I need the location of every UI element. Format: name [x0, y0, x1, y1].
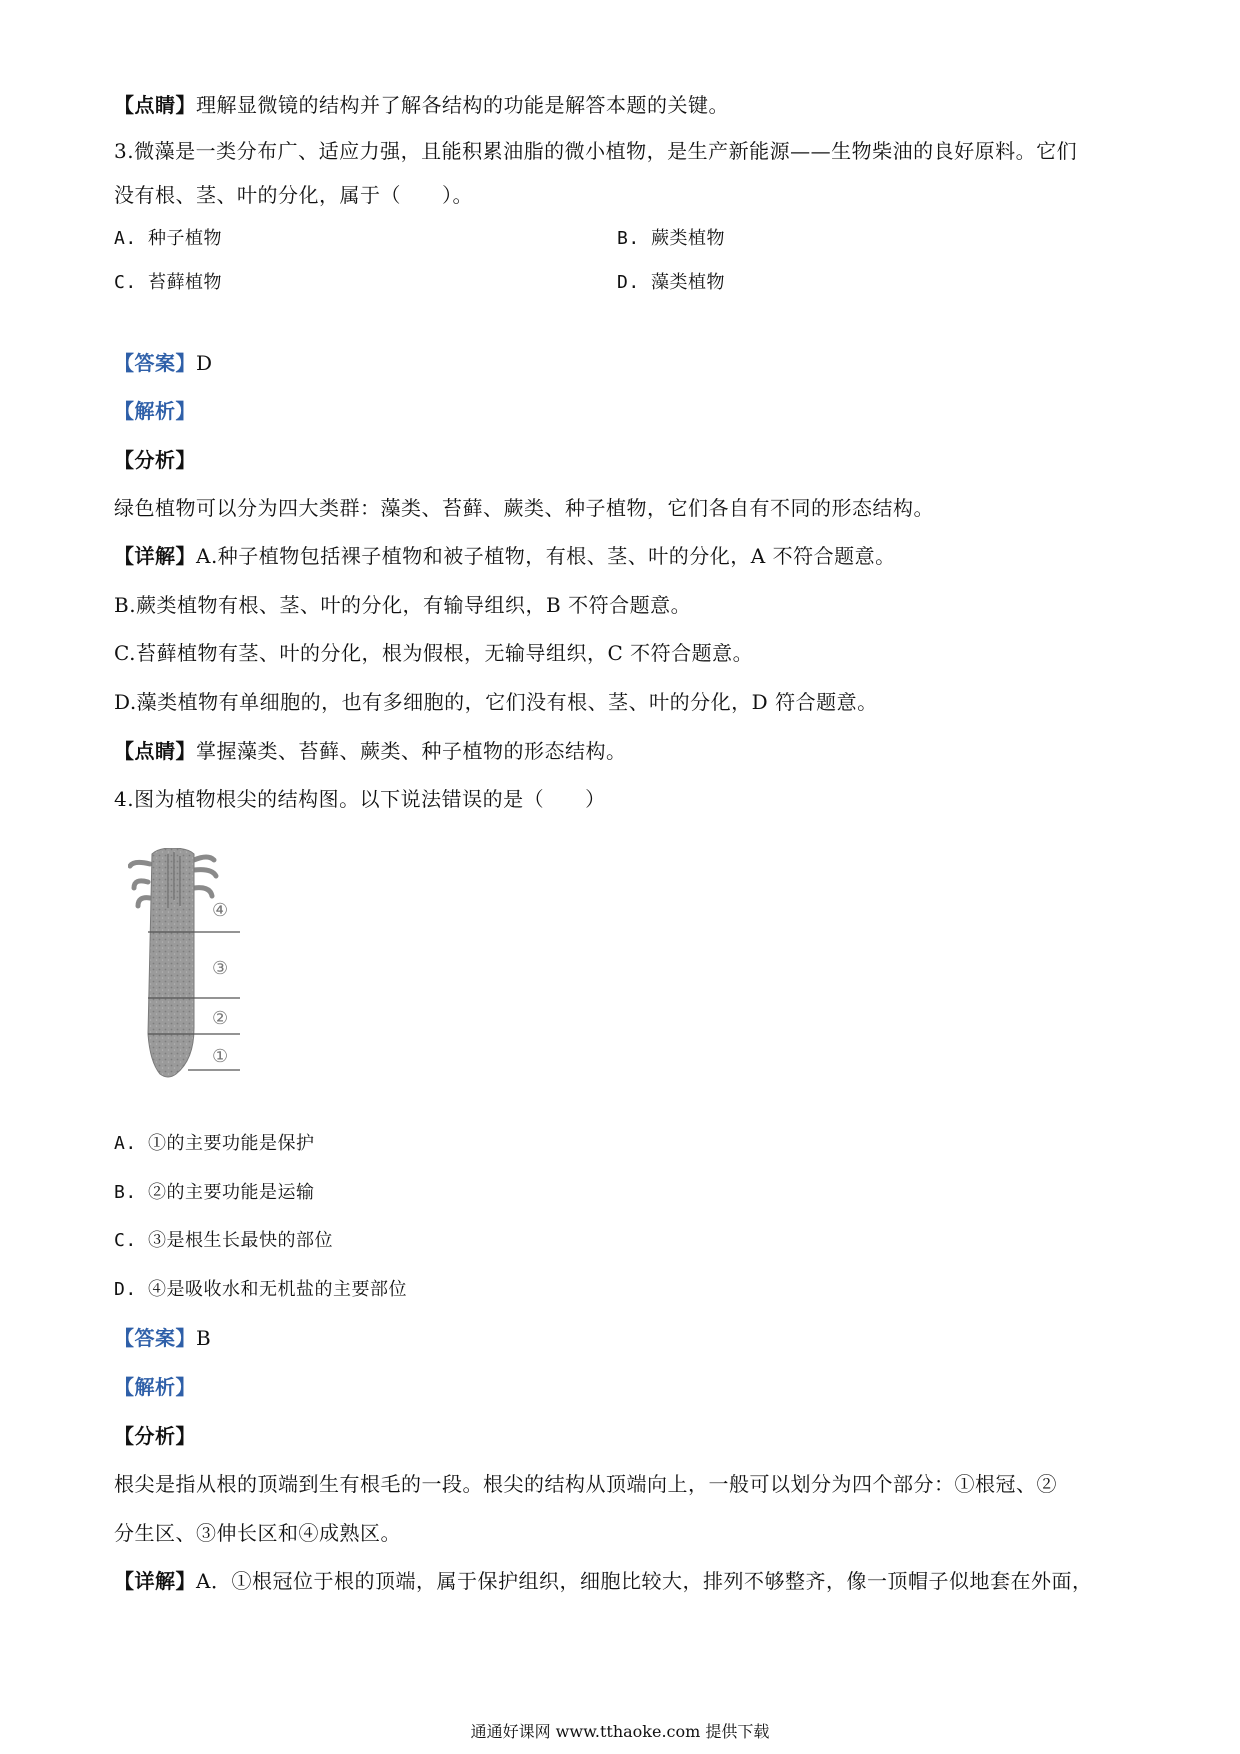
q3-fenxi-text: 绿色植物可以分为四大类群：藻类、苔藓、蕨类、种子植物，它们各自有不同的形态结构。 [114, 496, 934, 520]
option-label: D. [617, 272, 640, 293]
option-label: A. [114, 1133, 137, 1154]
option-text: ③是根生长最快的部位 [148, 1230, 333, 1251]
answer-tag: 【答案】 [114, 351, 196, 375]
note-text: 理解显微镜的结构并了解各结构的功能是解答本题的关键。 [196, 93, 729, 117]
q3-dianjing [114, 738, 627, 764]
option-text: 蕨类植物 [651, 228, 725, 249]
option-label: A. [114, 228, 137, 249]
detail-tag: 【详解】 [114, 1569, 196, 1593]
q4-option-c [114, 1228, 333, 1254]
page-footer: 通通好课网 www.tthaoke.com 提供下载 [470, 1722, 770, 1741]
detail-text: A．①根冠位于根的顶端，属于保护组织，细胞比较大，排列不够整齐，像一顶帽子似地套在外面， [196, 1569, 1093, 1593]
question-4-line: 4.图为植物根尖的结构图。以下说法错误的是（ ） [114, 787, 606, 811]
q3-detail-d: D.藻类植物有单细胞的，也有多细胞的，它们没有根、茎、叶的分化，D 符合题意。 [114, 690, 878, 714]
question-3-line-1: 3.微藻是一类分布广、适应力强，且能积累油脂的微小植物，是生产新能源——生物柴油的良好原料。它们 [114, 139, 1078, 163]
answer-value: D [196, 351, 213, 375]
q4-answer [114, 1325, 211, 1351]
option-label: C. [114, 272, 137, 293]
q4-fenxi-line-2: 分生区、③伸长区和④成熟区。 [114, 1521, 401, 1545]
option-text: 种子植物 [148, 228, 222, 249]
question-3-line-2: 没有根、茎、叶的分化，属于（ ）。 [114, 183, 473, 207]
answer-value: B [196, 1326, 212, 1350]
q3-option-b [617, 226, 725, 252]
q3-detail-b: B.蕨类植物有根、茎、叶的分化，有输导组织，B 不符合题意。 [114, 593, 692, 617]
q4-option-b [114, 1180, 315, 1206]
detail-tag: 【详解】 [114, 544, 196, 568]
root-tip-figure [128, 848, 278, 1096]
q4-fenxi-tag: 【分析】 [114, 1424, 196, 1448]
dianjing-tag: 【点睛】 [114, 739, 196, 763]
note-line [114, 92, 729, 118]
root-body [148, 848, 194, 1077]
q4-option-d [114, 1277, 407, 1303]
q4-fenxi-line-1: 根尖是指从根的顶端到生有根毛的一段。根尖的结构从顶端向上，一般可以划分为四个部分：①根冠、② [114, 1472, 1057, 1496]
option-label: B. [617, 228, 640, 249]
answer-tag: 【答案】 [114, 1326, 196, 1350]
note-tag: 【点睛】 [114, 93, 196, 117]
q4-jiexi-tag: 【解析】 [114, 1375, 196, 1399]
q3-option-c [114, 270, 222, 296]
q4-detail [114, 1568, 1092, 1594]
option-label: C. [114, 1230, 137, 1251]
q3-fenxi-tag: 【分析】 [114, 448, 196, 472]
option-text: ②的主要功能是运输 [148, 1182, 315, 1203]
q3-option-a [114, 226, 222, 252]
zone-label-4: ④ [212, 900, 229, 921]
zone-label-1: ① [212, 1046, 229, 1067]
option-text: ④是吸收水和无机盐的主要部位 [148, 1279, 407, 1300]
option-label: B. [114, 1182, 137, 1203]
q3-detail-c: C.苔藓植物有茎、叶的分化，根为假根，无输导组织，C 不符合题意。 [114, 641, 754, 665]
option-text: 藻类植物 [651, 272, 725, 293]
detail-text: A.种子植物包括裸子植物和被子植物，有根、茎、叶的分化，A 不符合题意。 [196, 544, 896, 568]
q3-option-d [617, 270, 725, 296]
option-text: ①的主要功能是保护 [148, 1133, 315, 1154]
option-text: 苔藓植物 [148, 272, 222, 293]
zone-label-3: ③ [212, 958, 229, 979]
option-label: D. [114, 1279, 137, 1300]
q4-option-a [114, 1131, 315, 1157]
q3-jiexi-tag: 【解析】 [114, 399, 196, 423]
q3-detail-a [114, 543, 896, 569]
zone-label-2: ② [212, 1008, 229, 1029]
dianjing-text: 掌握藻类、苔藓、蕨类、种子植物的形态结构。 [196, 739, 627, 763]
q3-answer [114, 350, 213, 376]
